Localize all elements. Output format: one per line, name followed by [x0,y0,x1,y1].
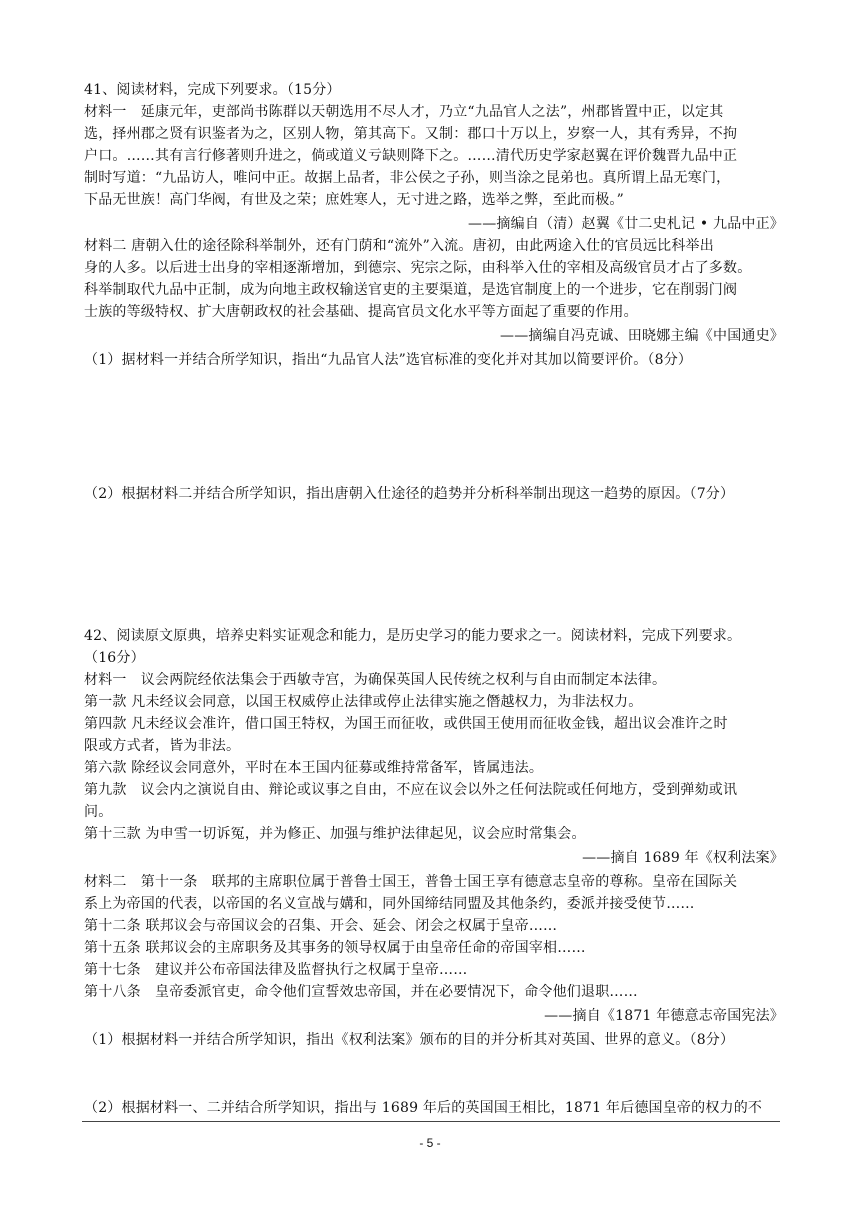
q41-material2-line: 士族的等级特权、扩大唐朝政权的社会基础、提高官员文化水平等方面起了重要的作用。 [84,304,638,320]
q41-title: 41、阅读材料，完成下列要求。（15分） [84,82,341,98]
q42-material2-line: 第十五条 联邦议会的主席职务及其事务的领导权属于由皇帝任命的帝国宰相…… [84,940,586,956]
q42-material1-source: ——摘自 1689 年《权利法案》 [582,850,784,866]
q41-material1-line: 下品无世族！高门华阀，有世及之荣；庶姓寒人，无寸进之路，选举之弊，至此而极。” [84,192,624,208]
q41-subquestion-2: （2）根据材料二并结合所学知识，指出唐朝入仕途径的趋势并分析科举制出现这一趋势的原因。（7分） [84,486,735,502]
q41-material1-line: 制时写道：“九品访人，唯问中正。故据上品者，非公侯之子孙，则当涂之昆弟也。真所谓上品无寒门， [84,170,731,186]
q42-material1-line: 第四款 凡未经议会准许，借口国王特权，为国王而征收，或供国王使用而征收金钱，超出议会准许之时 [84,716,728,732]
q42-material2-source: ——摘自《1871 年德意志帝国宪法》 [544,1008,784,1024]
q41-material1-line: 材料一 延康元年，吏部尚书陈群以天朝选用不尽人才，乃立“九品官人之法”，州郡皆置中正，以定其 [84,104,724,120]
q41-material1-source: ——摘编自（清）赵翼《廿二史札记 • 九品中正》 [468,216,784,232]
q42-material1-line: 限或方式者，皆为非法。 [84,738,241,754]
q42-material2-line: 第十八条 皇帝委派官吏，命令他们宣誓效忠帝国，并在必要情况下，命令他们退职…… [84,984,638,1000]
q42-material2-line: 第十二条 联邦议会与帝国议会的召集、开会、延会、闭会之权属于皇帝…… [84,918,558,934]
q42-material2-line: 第十七条 建议并公布帝国法律及监督执行之权属于皇帝…… [84,962,468,978]
page-number: - 5 - [419,1136,441,1150]
q41-material2-source: ——摘编自冯克诚、田晓娜主编《中国通史》 [500,328,784,344]
q42-title-score: （16分） [84,650,145,666]
q41-material2-line: 材料二 唐朝入仕的途径除科举制外，还有门荫和“流外”入流。唐初，由此两途入仕的官员远比科举出 [84,238,714,254]
q42-subquestion-1: （1）根据材料一并结合所学知识，指出《权利法案》颁布的目的并分析其对英国、世界的意义。（8分） [84,1032,735,1048]
q42-material1-line: 第一款 凡未经议会同意，以国王权威停止法律或停止法律实施之僭越权力，为非法权力。 [84,694,643,710]
q42-material1-line: 第十三款 为申雪一切诉冤，并为修正、加强与维护法律起见，议会应时常集会。 [84,826,586,842]
q42-material1-line: 第九款 议会内之演说自由、辩论或议事之自由，不应在议会以外之任何法院或任何地方，受到弹劾或讯 [84,782,738,798]
q41-material1-line: 户口。……其有言行修著则升进之，倘或道义亏缺则降下之。……清代历史学家赵翼在评价魏晋九品中正 [84,148,738,164]
q41-subquestion-1: （1）据材料一并结合所学知识，指出“九品官人法”选官标准的变化并对其加以简要评价。（8分） [84,352,693,368]
q42-material1-line: 第六款 除经议会同意外，平时在本王国内征募或维持常备军，皆属违法。 [84,760,544,776]
q42-material2-line: 材料二 第十一条 联邦的主席职位属于普鲁士国王，普鲁士国王享有德意志皇帝的尊称。皇帝在国际关 [84,874,738,890]
q42-title: 42、阅读原文原典，培养史料实证观念和能力，是历史学习的能力要求之一。阅读材料，完成下列要求。 [84,628,742,644]
q41-material2-line: 科举制取代九品中正制，成为向地主政权输送官吏的主要渠道，是选官制度上的一个进步，它在削弱门阀 [84,282,738,298]
q41-material1-line: 选，择州郡之贤有识鉴者为之，区别人物，第其高下。又制：郡口十万以上，岁察一人，其有秀异，不拘 [84,126,738,142]
q42-material1-line: 问。 [84,804,113,820]
footer-divider [82,1121,780,1122]
q42-material2-line: 系上为帝国的代表，以帝国的名义宣战与媾和，同外国缔结同盟及其他条约，委派并接受使节…… [84,896,695,912]
q42-subquestion-2: （2）根据材料一、二并结合所学知识，指出与 1689 年后的英国国王相比，1871 年后德国皇帝的权力的不 [84,1100,763,1116]
q42-material1-line: 材料一 议会两院经依法集会于西敏寺宫，为确保英国人民传统之权利与自由而制定本法律。 [84,672,667,688]
q41-material2-line: 身的人多。以后进士出身的宰相逐渐增加，到德宗、宪宗之际，由科举入仕的宰相及高级官员才占了多数。 [84,260,752,276]
